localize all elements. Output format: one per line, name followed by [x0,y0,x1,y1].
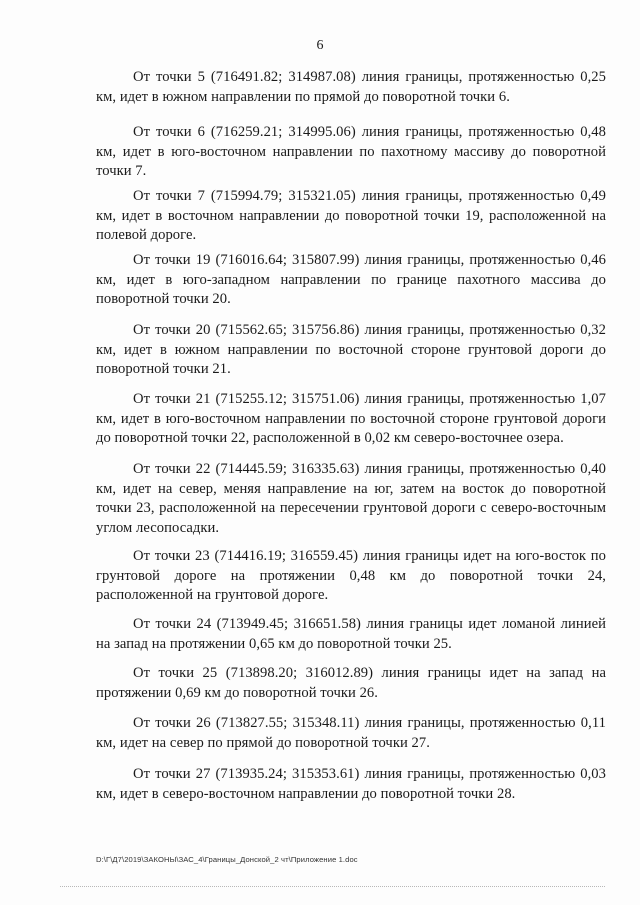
boundary-paragraph-point-27: От точки 27 (713935.24; 315353.61) линия границы, протяженностью 0,03 км, идет в северо-восточном направлении до поворотной точки 28. [96,766,606,802]
boundary-paragraph-point-26: От точки 26 (713827.55; 315348.11) линия границы, протяженностью 0,11 км, идет на север по прямой до поворотной точки 27. [96,715,606,751]
boundary-paragraph-point-24: От точки 24 (713949.45; 316651.58) линия границы идет ломаной линией на запад на протяжении 0,65 км до поворотной точки 25. [96,616,606,652]
boundary-paragraph-point-7: От точки 7 (715994.79; 315321.05) линия границы, протяженностью 0,49 км, идет в восточном направлении до поворотной точки 19, расположенной на полевой дороге. [96,188,606,243]
footer-file-path: D:\Г\Д7\2019\ЗАКОНЫ\ЗАС_4\Границы_Донской_2 чт\Приложение 1.doc [96,855,358,864]
boundary-paragraph-point-21: От точки 21 (715255.12; 315751.06) линия границы, протяженностью 1,07 км, идет в юго-восточном направлении по восточной стороне грунтовой дороги до поворотной точки 22, расположенной в 0,02 км северо-восточнее озера. [96,391,606,446]
boundary-paragraph-point-22: От точки 22 (714445.59; 316335.63) линия границы, протяженностью 0,40 км, идет на север, меняя направление на юг, затем на восток до поворотной точки 23, расположенной на пересечении грунтовой дороги с северо-восточным углом лесопосадки. [96,461,606,536]
scan-artifact-line [60,886,605,887]
page-number: 6 [316,38,324,53]
boundary-paragraph-point-20: От точки 20 (715562.65; 315756.86) линия границы, протяженностью 0,32 км, идет в южном направлении по восточной стороне грунтовой дороги до поворотной точки 21. [96,322,606,377]
boundary-paragraph-point-23: От точки 23 (714416.19; 316559.45) линия границы идет на юго-восток по грунтовой дороге на протяжении 0,48 км до поворотной точки 24, расположенной на грунтовой дороге. [96,548,606,603]
boundary-paragraph-point-5: От точки 5 (716491.82; 314987.08) линия границы, протяженностью 0,25 км, идет в южном направлении по прямой до поворотной точки 6. [96,69,606,105]
boundary-paragraph-point-6: От точки 6 (716259.21; 314995.06) линия границы, протяженностью 0,48 км, идет в юго-восточном направлении по пахотному массиву до поворотной точки 7. [96,124,606,179]
boundary-paragraph-point-19: От точки 19 (716016.64; 315807.99) линия границы, протяженностью 0,46 км, идет в юго-западном направлении по границе пахотного массива до поворотной точки 20. [96,252,606,307]
boundary-paragraph-point-25: От точки 25 (713898.20; 316012.89) линия границы идет на запад на протяжении 0,69 км до поворотной точки 26. [96,665,606,701]
